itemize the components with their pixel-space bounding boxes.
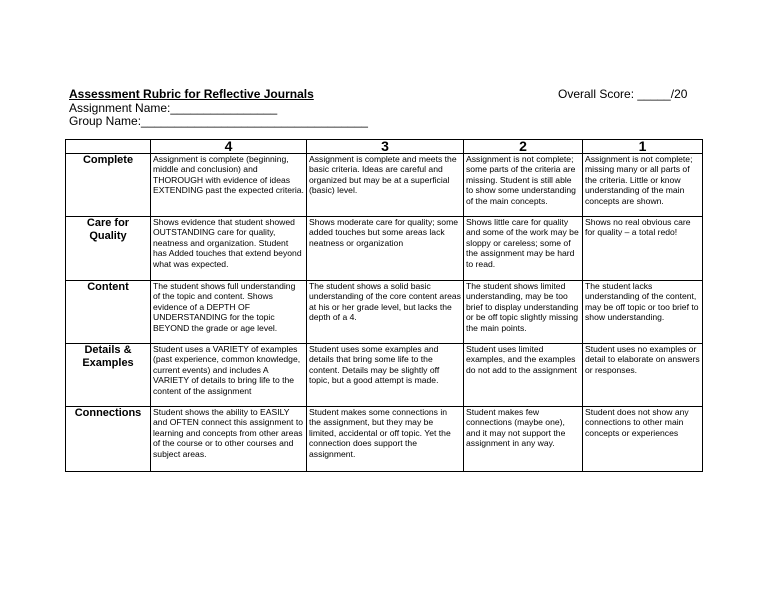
- group-name-line: Group Name:__________________________________: [69, 114, 368, 128]
- table-row: [66, 281, 703, 344]
- document-title: Assessment Rubric for Reflective Journals: [69, 87, 314, 101]
- table-cell: Assignment is not complete; some parts of the criteria are missing. Student is still able to show some understanding of the main concepts.: [464, 154, 583, 217]
- table-cell: Shows evidence that student showed OUTSTANDING care for quality, neatness and organization. Student has Added touches that extend beyond what was expected.: [151, 217, 307, 281]
- table-row: [66, 154, 703, 217]
- table-cell: Student uses no examples or detail to elaborate on answers or responses.: [583, 344, 703, 407]
- rubric-table: [65, 139, 703, 472]
- table-cell: Student makes few connections (maybe one), and it may not support the assignment in any way.: [464, 407, 583, 472]
- column-header-1: 1: [583, 140, 703, 154]
- header-blank-cell: [66, 140, 151, 154]
- table-row: [66, 217, 703, 281]
- criterion-details-examples: Details & Examples: [66, 344, 151, 407]
- assignment-name-line: Assignment Name:________________: [69, 101, 278, 115]
- criterion-complete: Complete: [66, 154, 151, 217]
- table-cell: Assignment is complete (beginning, middle and conclusion) and THOROUGH with evidence of ideas EXTENDING past the expected criteria.: [151, 154, 307, 217]
- column-header-4: 4: [151, 140, 307, 154]
- table-cell: Assignment is not complete; missing many or all parts of the criteria. Little or know understanding of the main concepts are shown.: [583, 154, 703, 217]
- table-cell: The student shows a solid basic understanding of the core content areas at his or her grade level, but lacks the depth of a 4.: [307, 281, 464, 344]
- column-header-3: 3: [307, 140, 464, 154]
- table-row: [66, 344, 703, 407]
- table-cell: Student uses a VARIETY of examples (past experience, common knowledge, current events) and includes A VARIETY of details to bring life to the content of the assignment: [151, 344, 307, 407]
- table-cell: The student lacks understanding of the content, may be off topic or too brief to show understanding.: [583, 281, 703, 344]
- table-cell: Shows no real obvious care for quality – a total redo!: [583, 217, 703, 281]
- table-cell: The student shows full understanding of the topic and content. Shows evidence of a DEPTH OF UNDERSTANDING for the topic BEYOND the grade or age level.: [151, 281, 307, 344]
- table-cell: Student makes some connections in the assignment, but they may be limited, accidental or off topic. Yet the connection does support the assignment.: [307, 407, 464, 472]
- table-cell: Shows little care for quality and some of the work may be sloppy or careless; some of the assignment may be hard to read.: [464, 217, 583, 281]
- table-cell: Student uses limited examples, and the examples do not add to the assignment: [464, 344, 583, 407]
- table-cell: Assignment is complete and meets the basic criteria. Ideas are careful and organized but may be at a superficial (basic) level.: [307, 154, 464, 217]
- column-header-2: 2: [464, 140, 583, 154]
- criterion-content: Content: [66, 281, 151, 344]
- table-cell: Student does not show any connections to other main concepts or experiences: [583, 407, 703, 472]
- table-cell: Shows moderate care for quality; some added touches but some areas lack neatness or organization: [307, 217, 464, 281]
- table-cell: Student uses some examples and details that bring some life to the content. Details may be slightly off topic, but a good attempt is made.: [307, 344, 464, 407]
- criterion-connections: Connections: [66, 407, 151, 472]
- table-cell: The student shows limited understanding, may be too brief to display understanding or be off topic slightly missing the main points.: [464, 281, 583, 344]
- header-row: [66, 140, 703, 154]
- criterion-care-for-quality: Care for Quality: [66, 217, 151, 281]
- overall-score: Overall Score: _____/20: [558, 87, 688, 101]
- table-row: [66, 407, 703, 472]
- table-cell: Student shows the ability to EASILY and OFTEN connect this assignment to learning and concepts from other areas of the course or to other courses and subject areas.: [151, 407, 307, 472]
